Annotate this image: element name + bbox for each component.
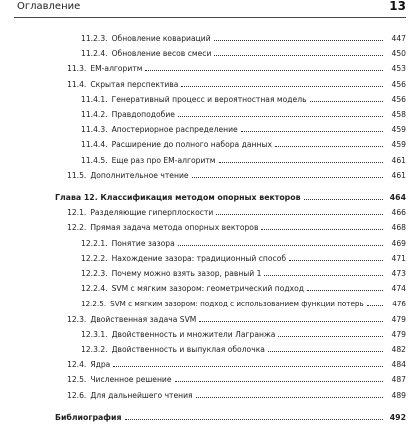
toc-entry-page: 489: [391, 390, 406, 400]
toc-entry[interactable]: [67, 107, 406, 119]
dot-leader: [275, 137, 383, 147]
dot-leader: [304, 190, 383, 200]
toc-entry[interactable]: [67, 266, 406, 278]
toc-entry-page: 469: [391, 238, 406, 248]
dot-leader: [199, 312, 383, 322]
toc-entry[interactable]: [67, 46, 406, 58]
toc-entry[interactable]: [67, 153, 406, 165]
toc-entry-title: Глава 12. Классификация методом опорных векторов: [55, 193, 301, 202]
toc-entry[interactable]: [67, 296, 406, 308]
dot-leader: [175, 372, 383, 382]
toc-entry-page: 456: [391, 94, 406, 104]
dot-leader: [192, 168, 383, 178]
toc-entry-page: 487: [391, 375, 406, 385]
toc-entry-number: 12.4.: [67, 360, 87, 370]
toc-entry-number: 12.2.3.: [81, 269, 108, 278]
toc-entry[interactable]: [67, 342, 406, 354]
toc-entry-title: Двойственная задача SVM: [90, 314, 197, 324]
toc-entry-title: Двойственность и выпуклая оболочка: [111, 345, 265, 354]
toc-entry-number: 12.2.: [67, 223, 87, 233]
toc-entry-number: 12.5.: [67, 375, 87, 385]
toc-entry-page: 466: [391, 208, 406, 218]
toc-entry-title: Расширение до полного набора данных: [111, 140, 272, 150]
toc-entry-page: 484: [391, 360, 406, 370]
toc-entry-number: 12.2.4.: [81, 284, 108, 294]
toc-entry-number: 11.4.5.: [81, 155, 108, 165]
toc-entry[interactable]: [67, 236, 406, 248]
toc-entry[interactable]: [67, 61, 406, 73]
toc-entry-page: 474: [391, 284, 406, 294]
toc-entry-page: 461: [391, 155, 406, 165]
toc-entry-page: 456: [391, 79, 406, 89]
toc-entry-title: Нахождение зазора: традиционный способ: [111, 253, 287, 263]
dot-leader: [261, 220, 383, 230]
page-number: 13: [389, 0, 406, 13]
toc-entry-title: Обновление весов смеси: [111, 49, 212, 59]
toc-entry-title: Скрытая перспектива: [90, 79, 179, 89]
toc-entry[interactable]: [67, 251, 406, 263]
toc-entry-number: 11.4.2.: [81, 110, 108, 119]
toc-entry-title: Еще раз про EM-алгоритм: [111, 155, 216, 165]
toc-entry-page: 450: [391, 49, 406, 59]
dot-leader: [145, 61, 383, 71]
toc-entry[interactable]: [67, 77, 406, 89]
toc-entry-page: 482: [391, 345, 406, 354]
toc-entry-number: 12.2.1.: [81, 238, 108, 248]
toc-entry-number: 11.4.4.: [81, 140, 108, 150]
toc-entry[interactable]: [67, 357, 406, 369]
toc-entry-number: 12.1.: [67, 208, 87, 218]
dot-leader: [214, 46, 383, 56]
toc-entry-title: Ядра: [90, 360, 111, 370]
dot-leader: [264, 266, 383, 276]
toc-entry-title: Понятие зазора: [111, 238, 175, 248]
dot-leader: [196, 388, 383, 398]
toc-entry-number: 11.5.: [67, 170, 87, 180]
toc-entry-number: 11.2.3.: [81, 34, 108, 43]
toc-entry-page: 476: [392, 299, 406, 309]
toc-entry-title: Генеративный процесс и вероятностная модель: [111, 94, 307, 104]
toc-entry-page: 464: [389, 193, 406, 202]
toc-entry-number: 12.2.5.: [81, 299, 107, 309]
dot-leader: [289, 251, 383, 261]
toc-entry-number: 11.4.: [67, 79, 87, 89]
toc-entry[interactable]: [67, 31, 406, 43]
toc-entry[interactable]: [67, 327, 406, 339]
toc-entry[interactable]: [67, 220, 406, 232]
toc-entry-title: EM-алгоритм: [90, 64, 143, 74]
toc-entry[interactable]: [67, 312, 406, 324]
toc-entry-number: 12.6.: [67, 390, 87, 400]
toc-entry-page: 492: [389, 412, 406, 422]
dot-leader: [310, 92, 383, 102]
toc-entry-page: 447: [391, 34, 406, 43]
dot-leader: [178, 107, 383, 117]
toc-entry-title: SVM с мягким зазором: подход с использованием функции потерь: [110, 299, 364, 309]
toc-entry[interactable]: [67, 168, 406, 180]
toc-entry-page: 459: [391, 125, 406, 135]
dot-leader: [125, 410, 383, 420]
toc-entry-page: 479: [391, 314, 406, 324]
toc-entry-number: 11.4.1.: [81, 94, 108, 104]
toc-entry-title: SVM с мягким зазором: геометрический подход: [111, 284, 304, 294]
toc-entry-page: 453: [391, 64, 406, 74]
toc-entry-number: 12.3.1.: [81, 329, 108, 339]
toc-entry[interactable]: [67, 92, 406, 104]
toc-entry-title: Численное решение: [90, 375, 172, 385]
dot-leader: [178, 236, 383, 246]
dot-leader: [113, 357, 383, 367]
toc-entry-number: 11.4.3.: [81, 125, 108, 135]
toc-entry-page: 459: [391, 140, 406, 150]
toc-entry[interactable]: [67, 122, 406, 134]
toc-entry-title: Прямая задача методa опорных векторов: [90, 223, 259, 233]
toc-entry-number: 11.3.: [67, 64, 87, 74]
dot-leader: [219, 153, 383, 163]
dot-leader: [268, 342, 383, 352]
toc-entry-page: 471: [391, 253, 406, 263]
toc-entry-number: 11.2.4.: [81, 49, 108, 59]
dot-leader: [367, 296, 383, 306]
toc-entry-title: Для дальнейшего чтения: [90, 390, 193, 400]
dot-leader: [181, 77, 383, 87]
running-title: Оглавление: [17, 1, 81, 12]
toc-entry[interactable]: [67, 388, 406, 400]
toc-entry[interactable]: [67, 205, 406, 217]
toc-entry-number: 12.2.2.: [81, 253, 108, 263]
toc-entry-number: 12.3.: [67, 314, 87, 324]
toc-entry[interactable]: [67, 281, 406, 293]
dot-leader: [216, 205, 383, 215]
toc-entry-title: Апостериорное распределение: [111, 125, 238, 135]
toc-entry-title: Почему можно взять зазор, равный 1: [111, 269, 262, 278]
toc-entry-number: 12.3.2.: [81, 345, 108, 354]
dot-leader: [241, 122, 383, 132]
toc-entry-title: Разделяющие гиперплоскости: [90, 208, 214, 218]
dot-leader: [307, 281, 383, 291]
toc-entry[interactable]: [67, 137, 406, 149]
dot-leader: [214, 31, 383, 41]
toc-entry-title: Двойственность и множители Лагранжа: [111, 329, 276, 339]
toc-entry-page: 473: [391, 269, 406, 278]
toc-entry-title: Правдоподобие: [111, 110, 175, 119]
toc-chapter-entry[interactable]: [55, 190, 406, 202]
toc-entry[interactable]: [67, 372, 406, 384]
toc-entry-title: Библиография: [55, 412, 122, 422]
toc-entry-title: Обновление ковариаций: [111, 34, 211, 43]
dot-leader: [278, 327, 383, 337]
toc-entry-title: Дополнительное чтение: [90, 170, 189, 180]
toc-entry-page: 468: [391, 223, 406, 233]
toc-entry-page: 458: [391, 110, 406, 119]
toc-entry-page: 461: [391, 170, 406, 180]
toc-entry-page: 479: [391, 329, 406, 339]
header-divider: [14, 17, 406, 18]
